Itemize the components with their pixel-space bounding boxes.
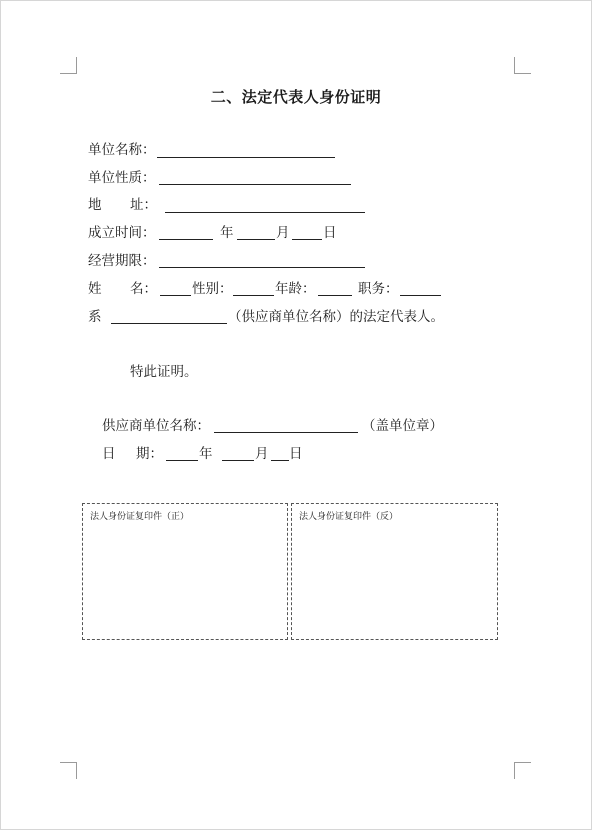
id-card-back-label: 法人身份证复印件（反） (299, 512, 399, 522)
name-label-part2: 名： (130, 281, 157, 297)
date-day-blank[interactable] (271, 460, 289, 461)
address-label-part1: 地 (88, 197, 102, 213)
representative-statement: （供应商单位名称）的法定代表人。 (228, 309, 444, 325)
address-blank[interactable] (165, 212, 365, 213)
business-term-blank[interactable] (159, 267, 365, 268)
xi-label: 系 (88, 309, 102, 325)
gender-label: 性别： (192, 281, 233, 297)
id-card-back-box[interactable] (291, 503, 498, 640)
seal-note: （盖单位章） (362, 418, 443, 434)
date-label-part2: 期： (136, 446, 163, 462)
document-title: 二、法定代表人身份证明 (210, 88, 382, 106)
certification-statement: 特此证明。 (130, 364, 198, 380)
supplier-signature-blank[interactable] (214, 432, 358, 433)
id-card-front-label: 法人身份证复印件（正） (90, 512, 190, 522)
margin-corner-top-right (514, 57, 531, 74)
established-month-blank[interactable] (237, 239, 275, 240)
name-label-part1: 姓 (88, 281, 102, 297)
supplier-name-blank[interactable] (111, 323, 227, 324)
address-label-part2: 址： (130, 197, 157, 213)
age-blank[interactable] (318, 295, 352, 296)
date-year-blank[interactable] (166, 460, 198, 461)
supplier-name-label: 供应商单位名称： (102, 418, 210, 434)
date-year-unit: 年 (199, 446, 213, 462)
age-label: 年龄： (275, 281, 316, 297)
established-year-blank[interactable] (159, 239, 213, 240)
established-month-unit: 月 (276, 225, 290, 241)
date-month-unit: 月 (255, 446, 269, 462)
margin-corner-bottom-left (60, 762, 77, 779)
established-label: 成立时间： (88, 225, 156, 241)
date-month-blank[interactable] (222, 460, 254, 461)
unit-nature-label: 单位性质： (88, 170, 156, 186)
margin-corner-top-left (60, 57, 77, 74)
established-day-blank[interactable] (292, 239, 322, 240)
name-blank[interactable] (160, 295, 191, 296)
unit-nature-blank[interactable] (159, 184, 351, 185)
established-day-unit: 日 (323, 225, 337, 241)
margin-corner-bottom-right (514, 762, 531, 779)
position-blank[interactable] (400, 295, 441, 296)
date-label-part1: 日 (102, 446, 116, 462)
gender-blank[interactable] (233, 295, 274, 296)
unit-name-label: 单位名称： (88, 142, 156, 158)
established-year-unit: 年 (220, 225, 234, 241)
business-term-label: 经营期限： (88, 253, 156, 269)
id-card-front-box[interactable] (82, 503, 288, 640)
unit-name-blank[interactable] (157, 157, 335, 158)
position-label: 职务： (358, 281, 399, 297)
date-day-unit: 日 (289, 446, 303, 462)
